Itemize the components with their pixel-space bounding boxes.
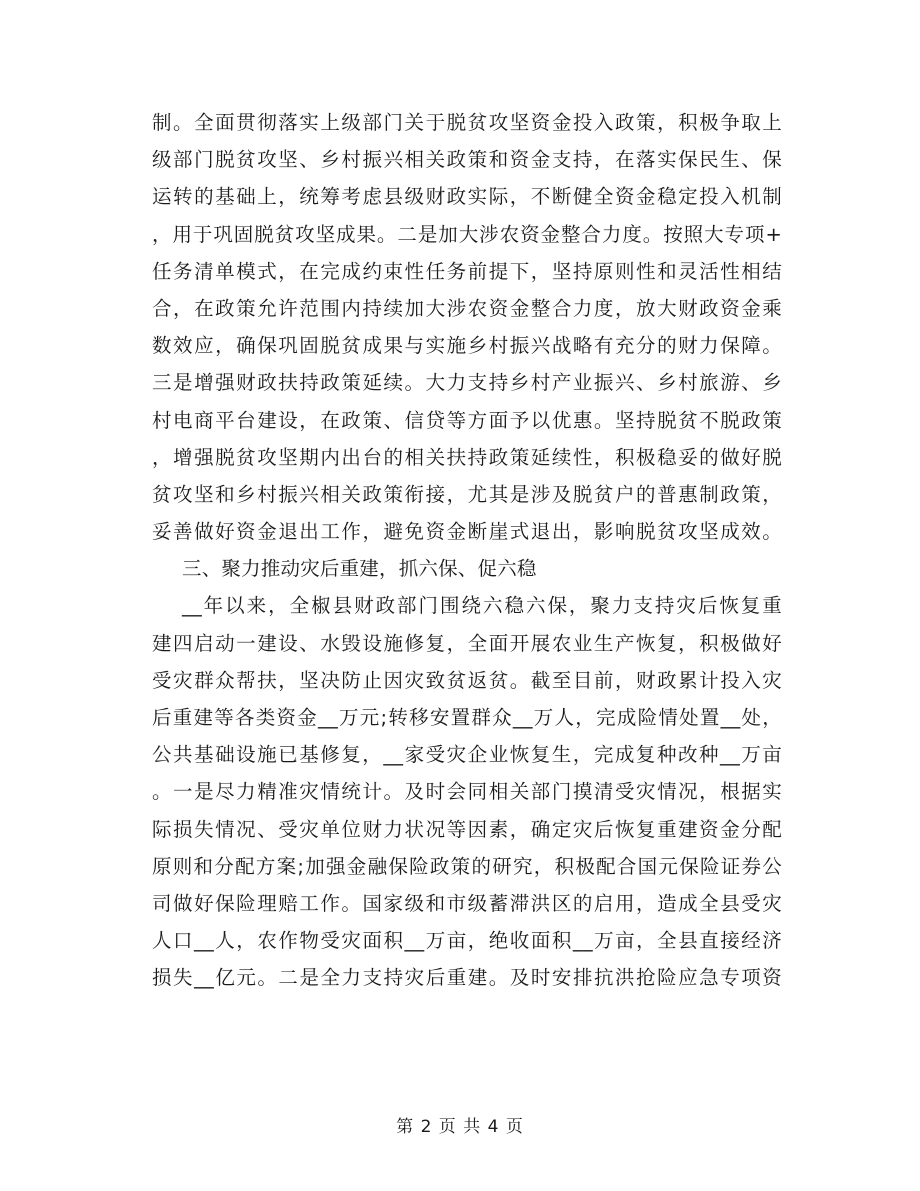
text-line: 公共基础设施已基修复，__家受灾企业恢复生，完成复种改种__万亩	[152, 743, 782, 767]
text-line: 贫攻坚和乡村振兴相关政策衔接，尤其是涉及脱贫户的普惠制政策，	[152, 482, 782, 506]
text-line: 合，在政策允许范围内持续加大涉农资金整合力度，放大财政资金乘	[152, 296, 782, 320]
text-line: 制。全面贯彻落实上级部门关于脱贫攻坚资金投入政策，积极争取上	[152, 111, 782, 134]
text-line: 任务清单模式，在完成约束性任务前提下，坚持原则性和灵活性相结	[152, 259, 782, 283]
text-line: 村电商平台建设，在政策、信贷等方面予以优惠。坚持脱贫不脱政策	[152, 408, 782, 432]
text-line: 。一是尽力精准灾情统计。及时会同相关部门摸清受灾情况，根据实	[152, 780, 782, 804]
text-line: 原则和分配方案;加强金融保险政策的研究，积极配合国元保险证券公	[152, 854, 782, 878]
body-text	[152, 104, 782, 997]
text-line: 建四启动一建设、水毁设施修复，全面开展农业生产恢复，积极做好	[152, 631, 782, 655]
text-line: 妥善做好资金退出工作，避免资金断崖式退出，影响脱贫攻坚成效。	[152, 520, 782, 544]
text-line: ，用于巩固脱贫攻坚成果。二是加大涉农资金整合力度。按照大专项+	[152, 222, 782, 246]
text-line: ，增强脱贫攻坚期内出台的相关扶持政策延续性，积极稳妥的做好脱	[152, 445, 782, 469]
text-line: __年以来，全椒县财政部门围绕六稳六保，聚力支持灾后恢复重	[182, 594, 782, 618]
text-line: 受灾群众帮扶，坚决防止因灾致贫返贫。截至目前，财政累计投入灾	[152, 668, 782, 692]
text-line: 际损失情况、受灾单位财力状况等因素，确定灾后恢复重建资金分配	[152, 817, 782, 841]
text-line: 人口__人，农作物受灾面积__万亩，绝收面积__万亩，全县直接经济	[152, 929, 782, 953]
text-line: 损失__亿元。二是全力支持灾后重建。及时安排抗洪抢险应急专项资	[152, 966, 782, 990]
page-number-footer: 第 2 页 共 4 页	[396, 1117, 524, 1137]
text-line: 级部门脱贫攻坚、乡村振兴相关政策和资金支持，在落实保民生、保	[152, 148, 782, 172]
text-line: 数效应，确保巩固脱贫成果与实施乡村振兴战略有充分的财力保障。	[152, 334, 782, 358]
text-line: 运转的基础上，统筹考虑县级财政实际，不断健全资金稳定投入机制	[152, 185, 782, 209]
section-heading: 三、聚力推动灾后重建，抓六保、促六稳	[182, 557, 537, 581]
text-line: 后重建等各类资金__万元;转移安置群众__万人，完成险情处置__处，	[152, 706, 782, 729]
text-line: 司做好保险理赔工作。国家级和市级蓄滞洪区的启用，造成全县受灾	[152, 891, 782, 915]
text-line: 三是增强财政扶持政策延续。大力支持乡村产业振兴、乡村旅游、乡	[152, 371, 782, 395]
